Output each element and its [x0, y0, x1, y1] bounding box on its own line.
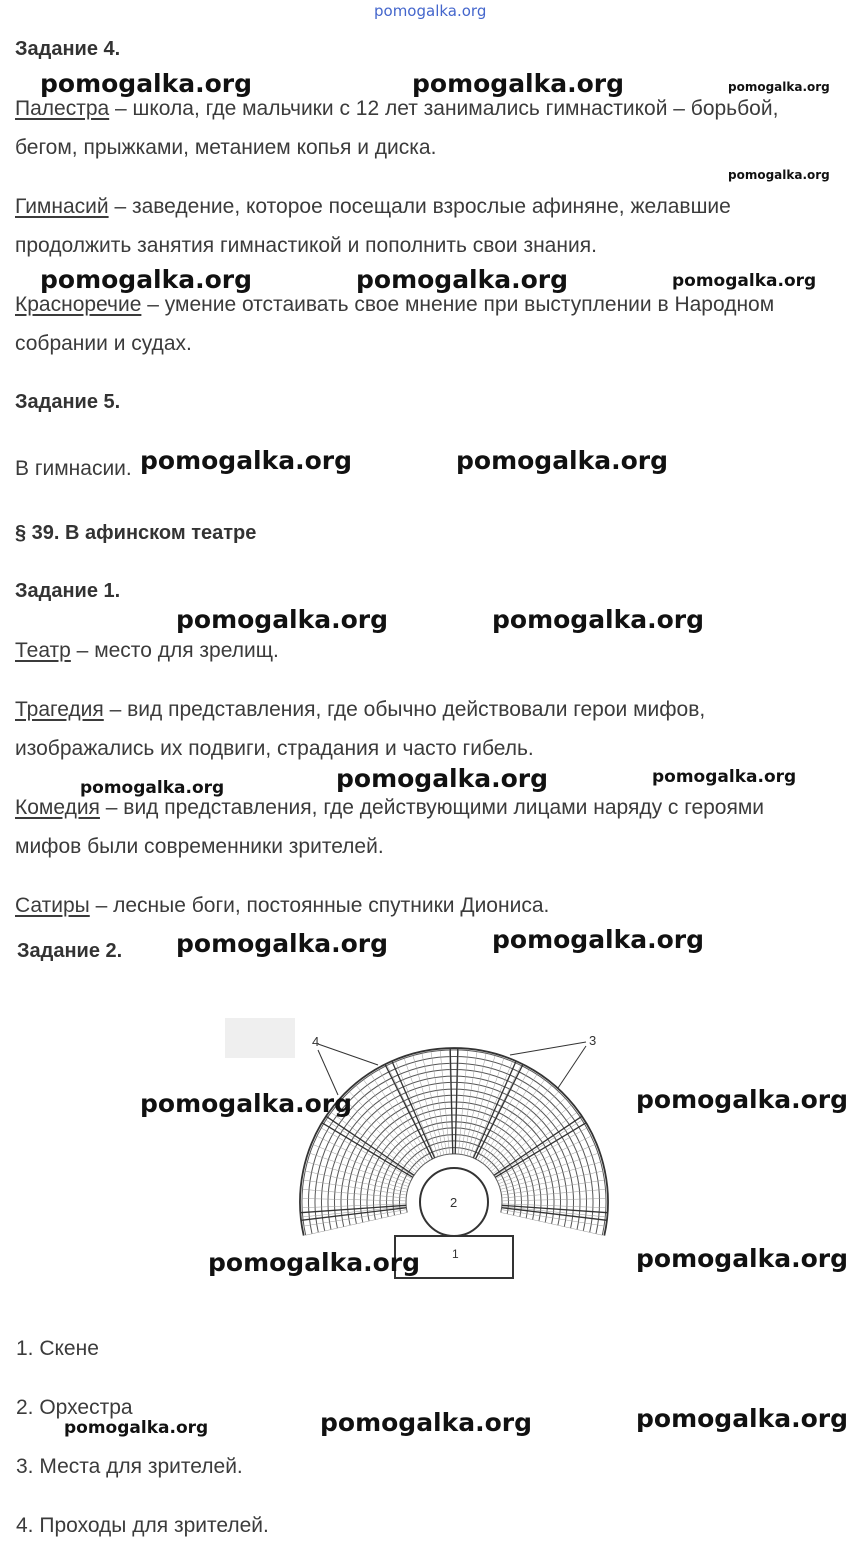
watermark: pomogalka.org	[672, 271, 817, 291]
watermark: pomogalka.org	[176, 929, 389, 958]
aisle-line	[476, 1064, 524, 1159]
watermark: pomogalka.org	[492, 925, 705, 954]
aisle-line	[455, 1048, 458, 1154]
orchestra-label: 2	[450, 1195, 458, 1210]
seat-divider	[502, 1180, 605, 1195]
definition-satyrs: Сатиры – лесные боги, постоянные спутники Диониса.	[15, 894, 550, 917]
skene-label: 1	[452, 1247, 459, 1261]
task2-title: Задание 2.	[17, 940, 123, 962]
seat-divider	[304, 1180, 407, 1195]
watermark: pomogalka.org	[40, 69, 253, 98]
watermark: pomogalka.org	[320, 1408, 533, 1437]
definition-comedy: Комедия – вид представления, где действующими лицами наряду с героями мифов были современники зрителей.	[15, 796, 765, 858]
definition-palestra: Палестра – школа, где мальчики с 12 лет занимались гимнастикой – борьбой, бегом, прыжками, метанием копья и диска.	[15, 97, 779, 159]
term-satyrs: Сатиры	[15, 894, 90, 917]
watermark: pomogalka.org	[728, 80, 830, 94]
seat-divider	[461, 1052, 477, 1155]
watermark: pomogalka.org	[636, 1085, 849, 1114]
watermark: pomogalka.org	[636, 1244, 849, 1273]
label-3: 3	[589, 1033, 597, 1048]
seat-divider	[422, 1053, 444, 1155]
aisle-line	[450, 1048, 453, 1154]
task4-title: Задание 4.	[15, 38, 121, 60]
seat-divider	[501, 1213, 603, 1236]
task5-title: Задание 5.	[15, 391, 121, 413]
task1-title: Задание 1.	[15, 580, 121, 602]
term-tragedy: Трагедия	[15, 698, 104, 721]
watermark: pomogalka.org	[652, 767, 797, 787]
definition-theater: Театр – место для зрелищ.	[15, 639, 279, 662]
watermark: pomogalka.org	[176, 605, 389, 634]
watermark: pomogalka.org	[336, 764, 549, 793]
arrow-3a	[510, 1042, 586, 1055]
definition-gymnasium: Гимнасий – заведение, которое посещали взрослые афиняне, желавшие продолжить занятия гимнастикой и пополнить свои знания.	[15, 195, 731, 257]
term-comedy: Комедия	[15, 796, 100, 819]
task5-answer: В гимнасии.	[15, 457, 132, 480]
watermark: pomogalka.org	[412, 69, 625, 98]
watermark: pomogalka.org	[140, 446, 353, 475]
watermark-top: pomogalka.org	[374, 2, 487, 20]
seat-divider	[501, 1171, 603, 1192]
watermark: pomogalka.org	[492, 605, 705, 634]
answer-1: 1. Скене	[16, 1337, 99, 1360]
watermark: pomogalka.org	[140, 1089, 353, 1118]
watermark: pomogalka.org	[40, 265, 253, 294]
seat-divider	[464, 1053, 486, 1155]
term-gymnasium: Гимнасий	[15, 195, 109, 218]
definition-tragedy: Трагедия – вид представления, где обычно действовали герои мифов, изображались их подвиги, страдания и часто гибель.	[15, 698, 706, 760]
term-palestra: Палестра	[15, 97, 110, 120]
aisle-line	[385, 1064, 433, 1159]
watermark: pomogalka.org	[64, 1418, 209, 1438]
seat-divider	[306, 1213, 408, 1236]
watermark: pomogalka.org	[80, 778, 225, 798]
answer-2: 2. Орхестра	[16, 1396, 133, 1419]
term-eloquence: Красноречие	[15, 293, 142, 316]
watermark: pomogalka.org	[356, 265, 569, 294]
term-theater: Театр	[15, 639, 71, 662]
diagram-scan-artifact	[225, 1018, 295, 1058]
watermark: pomogalka.org	[208, 1248, 421, 1277]
definition-eloquence: Красноречие – умение отстаивать свое мнение при выступлении в Народном собрании и судах.	[15, 293, 775, 355]
arrow-3b	[558, 1046, 586, 1088]
aisle-line	[495, 1123, 586, 1178]
answer-4: 4. Проходы для зрителей.	[16, 1514, 269, 1537]
label-4: 4	[312, 1034, 320, 1049]
aisle-line	[322, 1123, 413, 1178]
watermark: pomogalka.org	[456, 446, 669, 475]
section-title: § 39. В афинском театре	[15, 522, 257, 544]
answer-3: 3. Места для зрителей.	[16, 1455, 243, 1478]
arrow-4a	[318, 1044, 378, 1065]
seat-divider	[305, 1171, 407, 1192]
watermark: pomogalka.org	[636, 1404, 849, 1433]
seat-divider	[431, 1052, 447, 1155]
watermark: pomogalka.org	[728, 168, 830, 182]
